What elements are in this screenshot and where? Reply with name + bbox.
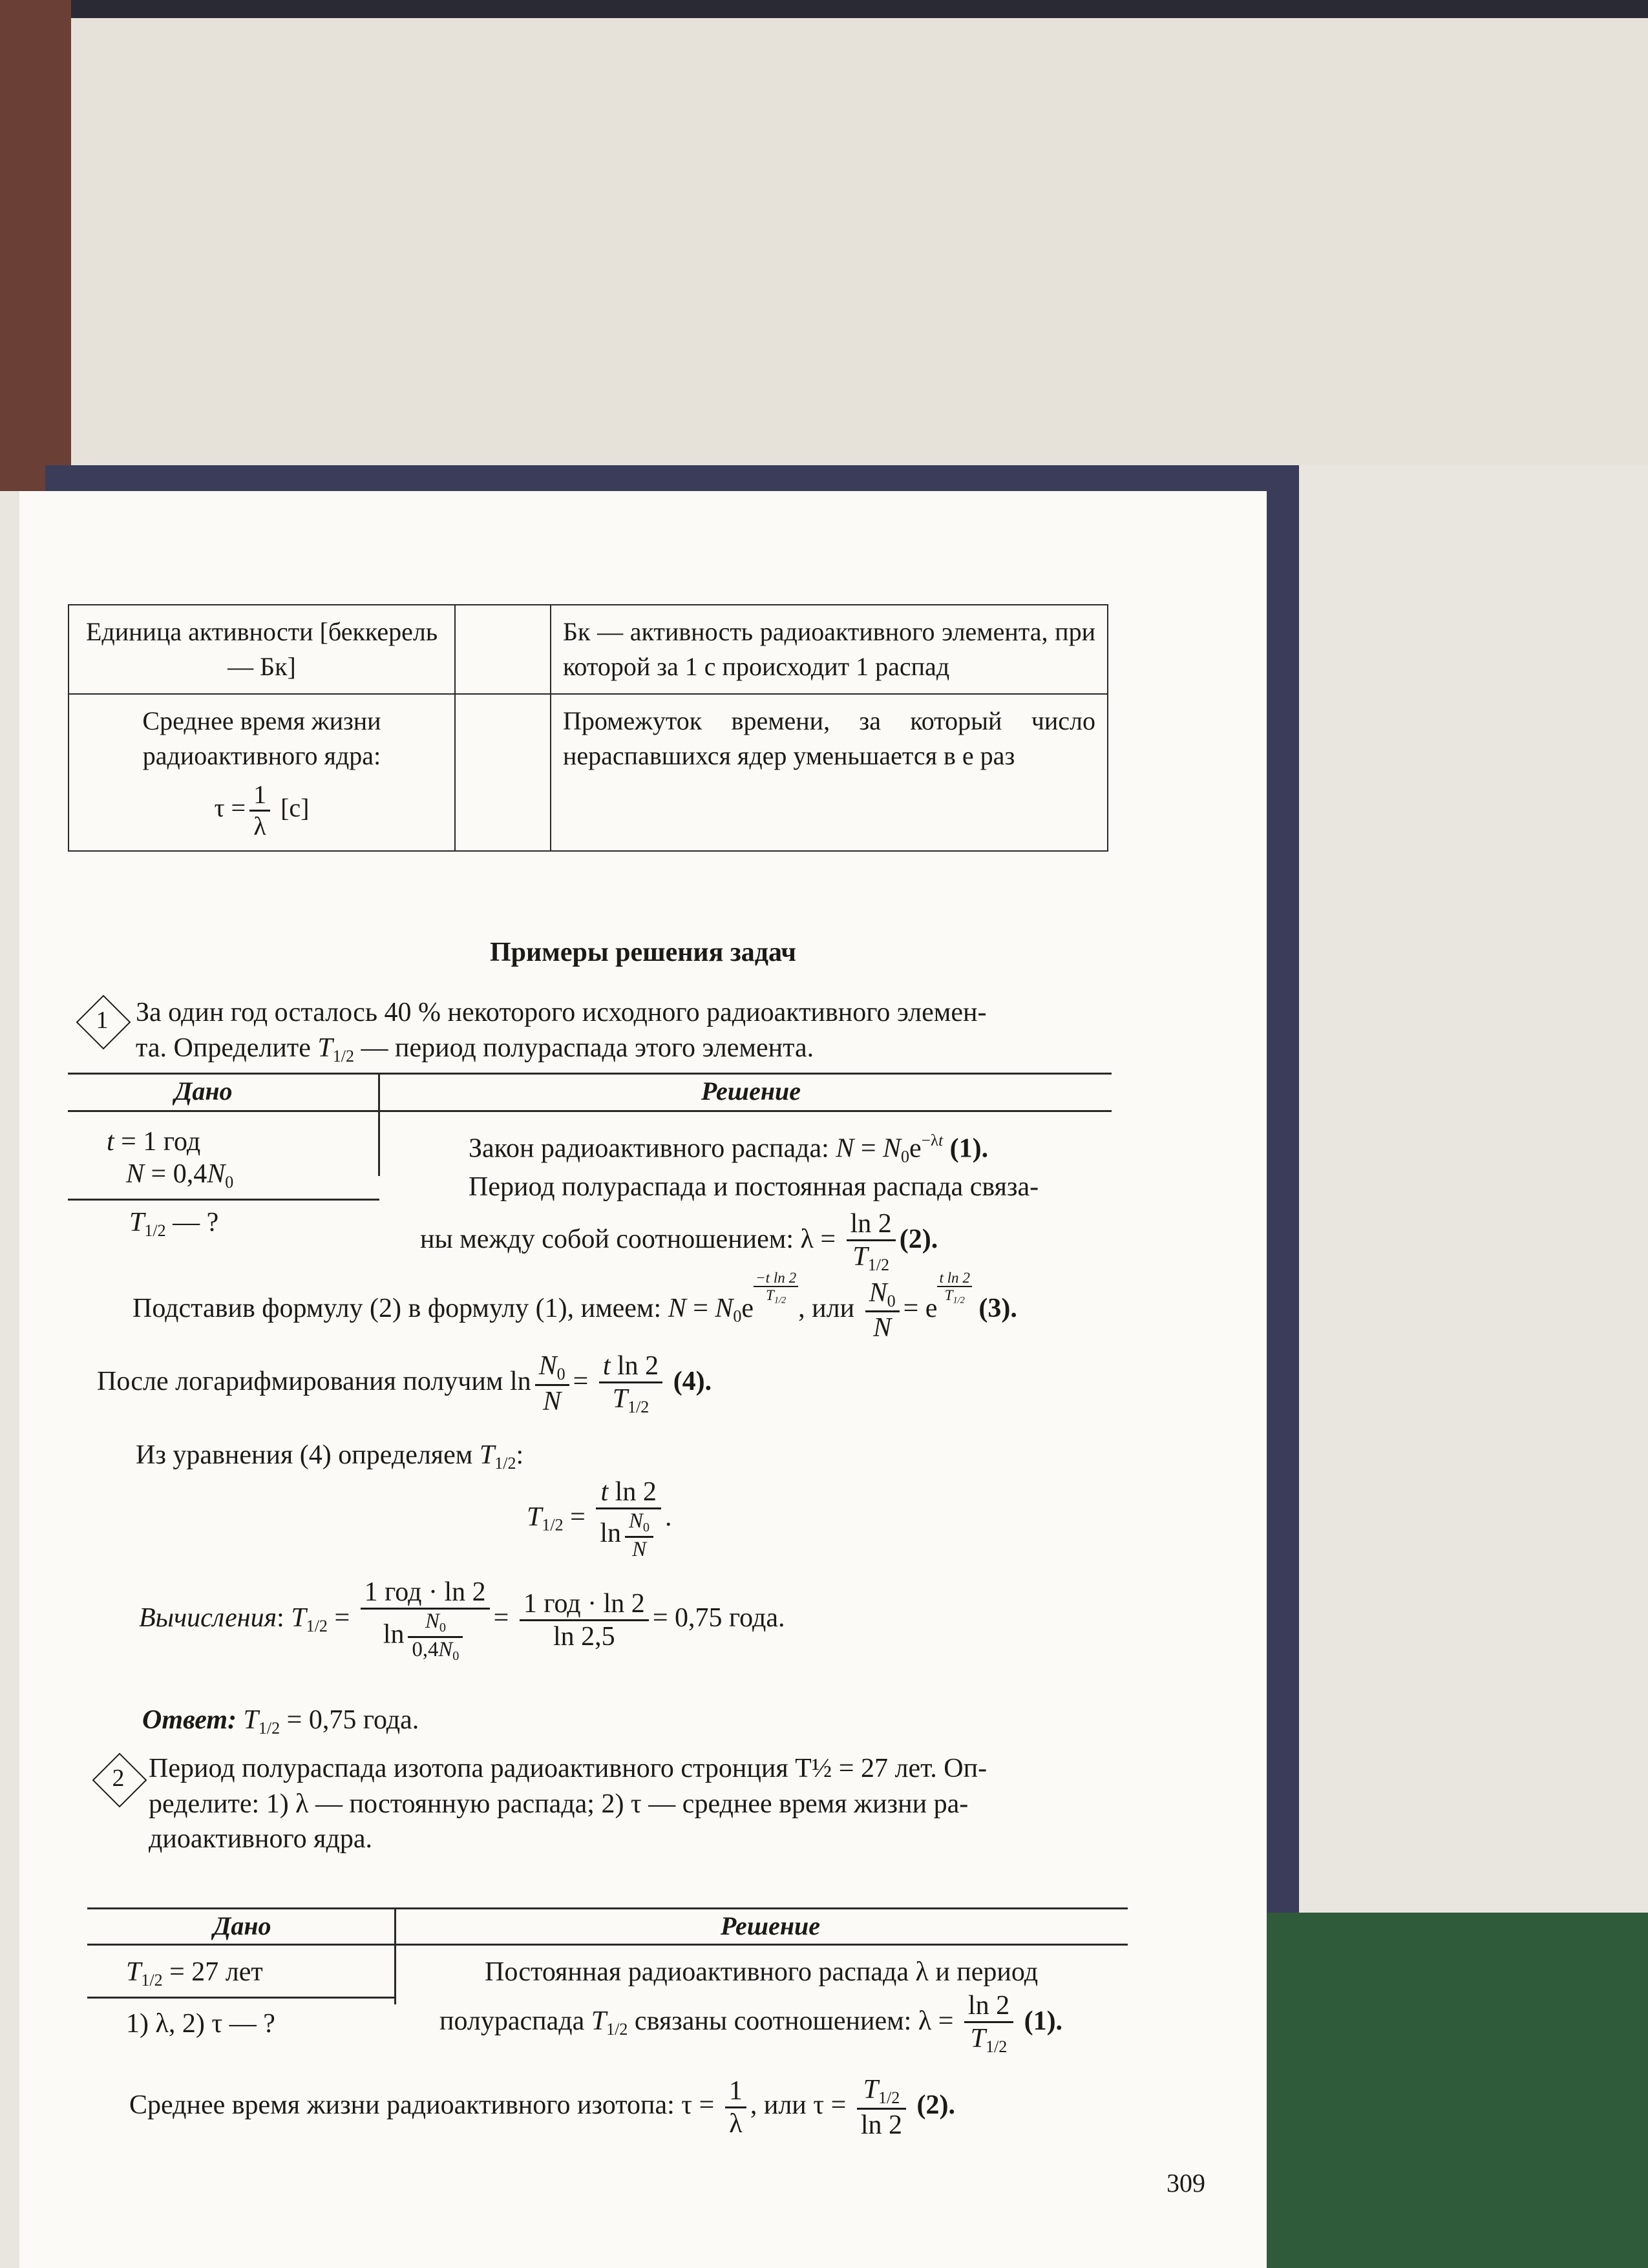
tau-unit: [с] [280, 793, 310, 823]
p1-find: $T_{1/2}$ — ? [129, 1208, 219, 1240]
scan-left-strip [0, 0, 71, 491]
page-number: 309 [1167, 2168, 1205, 2198]
eq-label: (2). [899, 1224, 938, 1255]
p1-t-half-formula: $T_{1/2}$ = t ln 2 ln $\frac{N_0}{N}$ . [527, 1477, 672, 1561]
fraction-numerator: 1 год · ln 2 [520, 1588, 649, 1621]
find-label: — ? [165, 1208, 219, 1237]
from-text: Из уравнения (4) определяем [136, 1440, 480, 1470]
calc-fraction-1: 1 год · ln 2 ln $\frac{N_0}{0,4N_0}$ [361, 1577, 490, 1664]
p1-header-rule [68, 1110, 1112, 1112]
n-ratio-fraction: $\frac{N_0}{N}$ [865, 1277, 900, 1344]
scan-top-band [0, 0, 1648, 18]
problem-2-line-2: ределите: 1) λ — постоянную распада; 2) τ — среднее время жизни ра- [149, 1789, 969, 1819]
definition-cell: Бк — активность радиоактивного элемента, при которой за 1 с происходит 1 распад [551, 605, 1108, 694]
p2-mean-row: Среднее время жизни радиоактивного изотопа: τ = $\frac{1}{\lambda}$ , или τ = $\frac{T_{1/2}}{\ln 2}$ (2). [129, 2075, 956, 2140]
p1-log-row: После логарифмирования получим ln $\frac{N_0}{N}$ = $\frac{\text{t ln 2}}{T_{1/2}}$ (4). [97, 1351, 712, 1417]
p1-calc-row: Вычисления: $T_{1/2}$ = 1 год · ln 2 ln $\frac{N_0}{0,4N_0}$ = $\frac{\text{1 год · ln 2}}{\ln 2,5}$ = 0,75 года. [139, 1577, 785, 1663]
p1-given-n: $N = 0,4N_0$ [126, 1159, 234, 1192]
p1-table-top-rule [68, 1073, 1112, 1075]
p1-substitution-final: Подставив формулу (2) в формулу (1), имеем: $N = N_0e$ $\frac{\text{−t ln 2}}{T_{1/2}}$ , или $\frac{N_0}{N}$ = e $\frac{\text{t ln 2}}{T_{1/2}}$ (3). [132, 1269, 1017, 1343]
p1-given-find-rule [68, 1199, 379, 1201]
page-content [19, 491, 1267, 2268]
p1-law: Закон радиоактивного распада: $N = N_0e^{-\lambda t}$ (1). [469, 1132, 989, 1166]
table-row [69, 694, 1108, 851]
eq-label: (1). [949, 1133, 989, 1164]
tau-lhs: τ = [214, 793, 246, 823]
calc-label: Вычисления [139, 1603, 277, 1633]
book-page [19, 491, 1267, 2268]
problem-2-text [149, 1751, 1125, 1857]
p1-given-t: t = 1 год [107, 1127, 201, 1157]
lambda-fraction: $\frac{\ln 2}{T_{1/2}}$ [847, 1208, 896, 1275]
definition-table [68, 604, 1108, 852]
eq-label: (4). [673, 1367, 712, 1397]
p1-given-header: Дано [174, 1076, 233, 1106]
answer-label: Ответ [142, 1705, 228, 1735]
text-part: связаны соотношением: [628, 2006, 918, 2037]
law-text: Закон радиоактивного распада: [469, 1133, 836, 1164]
text-part: полураспада [439, 2006, 591, 2037]
table-row [69, 605, 1108, 694]
calc-result: = 0,75 года. [652, 1603, 785, 1633]
p2-solution-header: Решение [721, 1911, 821, 1940]
p1-from-row: Из уравнения (4) определяем $T_{1/2}$: [136, 1440, 524, 1473]
tau-thalf-fraction: $\frac{T_{1/2}}{\ln 2}$ [857, 2074, 906, 2141]
empty-cell [455, 694, 551, 851]
term-cell [69, 694, 455, 851]
problem-1-line-2: та. Определите $T_{1/2}$ — период полураспада этого элемента. [136, 1033, 814, 1066]
answer-text: = 0,75 года. [286, 1705, 419, 1735]
problem-1-line-1: За один год осталось 40 % некоторого исходного радиоактивного элемен- [136, 998, 987, 1027]
eq-label: (3). [978, 1293, 1017, 1323]
mean-text: Среднее время жизни радиоактивного изотопа: [129, 2090, 682, 2121]
text-part: — период полураспада этого элемента. [354, 1033, 814, 1063]
scan-top-board [71, 18, 1648, 470]
tau-fraction: $\frac{1}{\lambda}$ [725, 2075, 746, 2140]
p2-given-header: Дано [213, 1911, 271, 1940]
fraction-numerator: 1 [249, 780, 270, 812]
p2-given-t: $T_{1/2} = 27$ лет [126, 1957, 263, 1990]
problem-1-number: 1 [96, 1007, 109, 1034]
problem-2-line-1: Период полураспада изотопа радиоактивного стронция T½ = 27 лет. Оп- [149, 1754, 988, 1783]
scan-right-background [1299, 465, 1648, 1913]
sub-text: Подставив формулу (2) в формулу (1), имеем: [132, 1293, 668, 1323]
problem-2-line-3: диоактивного ядра. [149, 1824, 372, 1854]
log-text: После логарифмирования получим [97, 1367, 510, 1397]
tau-fraction [249, 780, 270, 841]
p1-answer: Ответ: $T_{1/2} = 0,75$ года. [142, 1705, 419, 1738]
n-ratio-fraction: $\frac{N_0}{N}$ [535, 1350, 569, 1417]
p2-column-divider [394, 1907, 396, 2004]
definition-cell: Промежуток времени, за который число нераспавшихся ядер уменьшается в е раз [551, 694, 1108, 851]
or-text: , или [750, 2090, 814, 2121]
p1-column-divider [378, 1073, 380, 1176]
tau-formula [81, 780, 443, 841]
p1-solution-header: Решение [701, 1076, 801, 1106]
or-text: , или [798, 1293, 861, 1323]
p2-sol-line-1: Постоянная радиоактивного распада λ и период [485, 1957, 1039, 1987]
exponent-fraction: $\frac{\text{t ln 2}}{T_{1/2}}$ [937, 1270, 971, 1306]
p2-header-rule [87, 1944, 1128, 1946]
fraction-numerator: 1 год · ln 2 [361, 1577, 490, 1610]
fraction-denominator: λ [253, 812, 266, 841]
book-cover-green [1260, 1913, 1648, 2268]
p1-relation-1: Период полураспада и постоянная распада связа- [469, 1172, 1039, 1202]
fraction-denominator: ln 2,5 [553, 1622, 615, 1652]
p2-table-top-rule [87, 1907, 1128, 1909]
eq-label: (2). [916, 2090, 956, 2121]
problem-1-text [136, 995, 1125, 1067]
term-text: Среднее время жизни радиоактивного ядра: [142, 706, 381, 770]
p2-sol-line-2: полураспада $T_{1/2}$ связаны соотношением: λ = $\frac{\ln 2}{T_{1/2}}$ (1). [439, 1991, 1063, 2057]
exponent-fraction: $\frac{\text{−t ln 2}}{T_{1/2}}$ [754, 1270, 798, 1306]
lambda-fraction: $\frac{\ln 2}{T_{1/2}}$ [964, 1990, 1013, 2057]
empty-cell [455, 605, 551, 694]
p2-find: 1) λ, 2) τ — ? [126, 2009, 275, 2039]
eq-label: (1). [1024, 2006, 1063, 2037]
problem-2-number: 2 [112, 1765, 125, 1792]
p1-relation-2: ны между собой соотношением: λ = $\frac{\ln 2}{T_{1/2}}$ (2). [420, 1209, 938, 1275]
relation-text: ны между собой соотношением: [420, 1224, 801, 1255]
tln2-fraction: $\frac{\text{t ln 2}}{T_{1/2}}$ [599, 1350, 662, 1417]
t-half-fraction: t ln 2 ln $\frac{N_0}{N}$ [596, 1476, 661, 1562]
text-part: та. Определите [136, 1033, 318, 1063]
term-cell: Единица активности [беккерель — Бк] [69, 605, 455, 694]
calc-fraction-2 [520, 1588, 649, 1653]
section-heading: Примеры решения задач [490, 938, 796, 967]
given-text: = 27 лет [162, 1957, 263, 1987]
p2-given-find-rule [87, 1997, 396, 1999]
